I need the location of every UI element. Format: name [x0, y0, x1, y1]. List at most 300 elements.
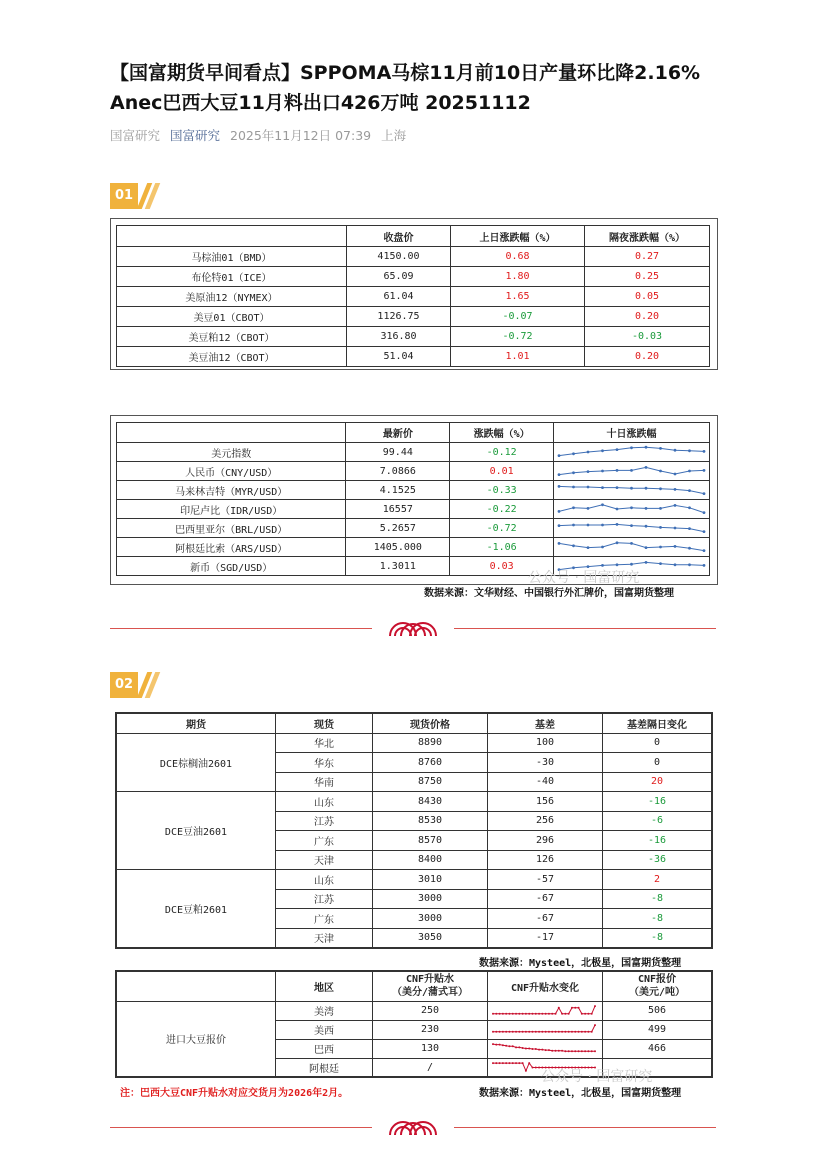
spot-row	[116, 870, 712, 890]
trend-point	[561, 1013, 563, 1015]
trend-point	[572, 452, 575, 455]
futures-row	[117, 307, 710, 327]
article-title	[110, 58, 730, 118]
spot-basis-change: 20	[603, 772, 713, 792]
trend-point	[531, 1066, 533, 1068]
trend-point	[502, 1062, 504, 1064]
fx-header-trend: 十日涨跌幅	[554, 423, 710, 443]
fx-row	[117, 538, 710, 557]
trend-point	[587, 1031, 589, 1033]
trend-point	[568, 1013, 570, 1015]
watermark: 公众号 · 国富研究	[528, 570, 640, 586]
futures-night-change: 0.20	[585, 347, 710, 367]
trend-point	[558, 485, 561, 488]
trend-point	[545, 1049, 547, 1051]
spot-basis-change: -8	[603, 928, 713, 948]
trend-point	[572, 506, 575, 509]
trend-point	[568, 1031, 570, 1033]
trend-point	[558, 542, 561, 545]
trend-point	[574, 1050, 576, 1052]
trend-point	[499, 1031, 501, 1033]
trend-point	[584, 1031, 586, 1033]
spot-basis-change: -16	[603, 831, 713, 851]
spot-price: 8890	[373, 733, 488, 753]
spot-region: 天津	[276, 928, 373, 948]
trend-sparkline	[554, 443, 709, 461]
trend-point	[538, 1049, 540, 1051]
trend-point	[574, 1031, 576, 1033]
trend-point	[688, 470, 691, 473]
trend-point	[495, 1031, 497, 1033]
trend-point	[630, 487, 633, 490]
spot-basis-change: -8	[603, 909, 713, 929]
fx-price: 1405.000	[346, 538, 450, 557]
futures-day-change: -0.07	[451, 307, 585, 327]
futures-table-frame	[110, 218, 718, 370]
meta-datetime: 2025年11月12日 07:39	[230, 128, 372, 143]
spot-header-futures: 期货	[116, 713, 276, 733]
trend-point	[561, 1050, 563, 1052]
trend-point	[584, 1013, 586, 1015]
trend-point	[659, 507, 662, 510]
spot-region: 山东	[276, 792, 373, 812]
trend-point	[528, 1031, 530, 1033]
cnf-source-note: 数据来源：Mysteel，北极星，国富期货整理	[479, 1088, 682, 1099]
fx-name: 新币（SGD/USD）	[117, 557, 346, 576]
cnf-table-header	[116, 971, 712, 1001]
trend-point	[541, 1049, 543, 1051]
trend-point	[688, 563, 691, 566]
trend-point	[645, 507, 648, 510]
futures-day-change: 1.65	[451, 287, 585, 307]
spot-basis: -67	[488, 889, 603, 909]
cloud-ornament-icon	[386, 1111, 440, 1135]
trend-point	[587, 470, 590, 473]
trend-point	[564, 1013, 566, 1015]
trend-point	[564, 1031, 566, 1033]
trend-point	[587, 1050, 589, 1052]
trend-point	[574, 1007, 576, 1009]
trend-point	[531, 1031, 533, 1033]
section-divider-right	[454, 628, 716, 629]
spot-price: 8760	[373, 753, 488, 773]
fx-name: 人民币（CNY/USD）	[117, 462, 346, 481]
futures-row	[117, 347, 710, 367]
trend-point	[601, 449, 604, 452]
fx-name: 美元指数	[117, 443, 346, 462]
trend-point	[518, 1062, 520, 1064]
fx-price: 16557	[346, 500, 450, 519]
trend-point	[616, 448, 619, 451]
trend-point	[548, 1013, 550, 1015]
spot-region: 山东	[276, 870, 373, 890]
spot-basis-change: -6	[603, 811, 713, 831]
spot-basis: -30	[488, 753, 603, 773]
trend-point	[555, 1013, 557, 1015]
fx-change: -0.72	[450, 519, 554, 538]
futures-day-change: 0.68	[451, 247, 585, 267]
spot-header-basis-change: 基差隔日变化	[603, 713, 713, 733]
fx-source-note: 数据来源：文华财经、中国银行外汇牌价，国富期货整理	[424, 588, 674, 599]
spot-region: 华东	[276, 753, 373, 773]
trend-point	[571, 1007, 573, 1009]
trend-point	[551, 1013, 553, 1015]
fx-row	[117, 500, 710, 519]
trend-point	[572, 544, 575, 547]
trend-point	[531, 1013, 533, 1015]
futures-night-change: 0.20	[585, 307, 710, 327]
futures-table-body	[117, 247, 710, 367]
cloud-ornament-icon	[386, 612, 440, 636]
fx-row	[117, 481, 710, 500]
trend-point	[703, 450, 706, 453]
trend-point	[578, 1050, 580, 1052]
trend-point	[492, 1043, 494, 1045]
trend-point	[601, 470, 604, 473]
spot-basis: 256	[488, 811, 603, 831]
trend-point	[525, 1013, 527, 1015]
fx-price: 4.1525	[346, 481, 450, 500]
trend-point	[587, 546, 590, 549]
trend-point	[499, 1044, 501, 1046]
spot-table-body	[116, 733, 712, 948]
fx-price: 5.2657	[346, 519, 450, 538]
trend-point	[591, 1013, 593, 1015]
fx-table-header	[117, 423, 710, 443]
trend-point	[548, 1031, 550, 1033]
trend-point	[541, 1013, 543, 1015]
spot-basis-change: -8	[603, 889, 713, 909]
spot-basis-change: -16	[603, 792, 713, 812]
fx-price: 99.44	[346, 443, 450, 462]
trend-point	[545, 1013, 547, 1015]
trend-line	[493, 1006, 595, 1014]
trend-point	[505, 1062, 507, 1064]
trend-point	[616, 541, 619, 544]
futures-day-change: 1.80	[451, 267, 585, 287]
trend-point	[688, 506, 691, 509]
trend-sparkline	[488, 1002, 600, 1019]
trend-point	[499, 1062, 501, 1064]
spot-price: 8530	[373, 811, 488, 831]
trend-point	[528, 1013, 530, 1015]
cnf-quote: 499	[603, 1020, 713, 1039]
futures-name: 美豆粕12（CBOT）	[117, 327, 347, 347]
spot-basis: -17	[488, 928, 603, 948]
fx-row	[117, 443, 710, 462]
futures-night-change: -0.03	[585, 327, 710, 347]
futures-close: 65.09	[347, 267, 451, 287]
spot-header-price: 现货价格	[373, 713, 488, 733]
spot-basis: -57	[488, 870, 603, 890]
trend-point	[572, 471, 575, 474]
futures-night-change: 0.05	[585, 287, 710, 307]
article-title-line1: 【国富期货早间看点】SPPOMA马棕11月前10日产量环比降2.16%	[110, 62, 701, 84]
trend-point	[512, 1045, 514, 1047]
trend-point	[495, 1013, 497, 1015]
trend-point	[522, 1047, 524, 1049]
trend-point	[581, 1050, 583, 1052]
trend-point	[674, 545, 677, 548]
cnf-trend-cell	[488, 1020, 603, 1039]
trend-point	[630, 542, 633, 545]
futures-row	[117, 247, 710, 267]
fx-row	[117, 462, 710, 481]
fx-name: 阿根廷比索（ARS/USD）	[117, 538, 346, 557]
fx-name: 马来林吉特（MYR/USD）	[117, 481, 346, 500]
spot-price: 8570	[373, 831, 488, 851]
spot-basis-change: 0	[603, 733, 713, 753]
trend-point	[587, 507, 590, 510]
meta-account-link[interactable]: 国富研究	[170, 128, 221, 143]
trend-sparkline	[488, 1040, 600, 1057]
futures-day-change: 1.01	[451, 347, 585, 367]
trend-sparkline	[554, 500, 709, 518]
futures-name: 马棕油01（BMD）	[117, 247, 347, 267]
trend-point	[541, 1031, 543, 1033]
trend-point	[584, 1050, 586, 1052]
trend-point	[659, 526, 662, 529]
cnf-region: 巴西	[276, 1039, 373, 1058]
spot-source-note: 数据来源：Mysteel，北极星，国富期货整理	[479, 958, 682, 969]
trend-point	[512, 1013, 514, 1015]
trend-point	[674, 504, 677, 507]
trend-point	[558, 1007, 560, 1009]
spot-row	[116, 792, 712, 812]
trend-point	[601, 546, 604, 549]
fx-trend-cell	[554, 443, 710, 462]
trend-point	[492, 1062, 494, 1064]
fx-change: -0.12	[450, 443, 554, 462]
cnf-quote: 506	[603, 1001, 713, 1020]
trend-point	[502, 1031, 504, 1033]
trend-point	[512, 1031, 514, 1033]
trend-point	[522, 1031, 524, 1033]
futures-row	[117, 267, 710, 287]
trend-point	[578, 1007, 580, 1009]
trend-point	[525, 1070, 527, 1072]
trend-point	[645, 525, 648, 528]
trend-point	[587, 486, 590, 489]
section-badge-02	[110, 672, 154, 698]
spot-table-header	[116, 713, 712, 733]
trend-point	[587, 524, 590, 527]
fx-header-price: 最新价	[346, 423, 450, 443]
trend-point	[564, 1050, 566, 1052]
section-divider-left	[110, 628, 372, 629]
trend-point	[659, 546, 662, 549]
trend-point	[492, 1031, 494, 1033]
cnf-region: 美西	[276, 1020, 373, 1039]
spot-price: 8400	[373, 850, 488, 870]
article-title-line2: Anec巴西大豆11月料出口426万吨 20251112	[110, 92, 531, 114]
trend-point	[548, 1049, 550, 1051]
trend-point	[659, 447, 662, 450]
fx-change: 0.03	[450, 557, 554, 576]
fx-change: 0.01	[450, 462, 554, 481]
spot-basis-change: 0	[603, 753, 713, 773]
trend-point	[616, 486, 619, 489]
cnf-header-quote: CNF报价 （美元/吨）	[603, 971, 713, 1001]
cnf-header-blank	[116, 971, 276, 1001]
spot-header-basis: 基差	[488, 713, 603, 733]
trend-point	[630, 506, 633, 509]
spot-price: 3000	[373, 909, 488, 929]
cnf-premium: 230	[373, 1020, 488, 1039]
trend-point	[518, 1046, 520, 1048]
fx-price: 7.0866	[346, 462, 450, 481]
trend-point	[587, 451, 590, 454]
spot-basis: 296	[488, 831, 603, 851]
trend-point	[561, 1031, 563, 1033]
cnf-trend-cell	[488, 1039, 603, 1058]
futures-name: 美原油12（NYMEX）	[117, 287, 347, 307]
fx-name: 印尼卢比（IDR/USD）	[117, 500, 346, 519]
trend-point	[551, 1031, 553, 1033]
spot-basis-change: 2	[603, 870, 713, 890]
fx-trend-cell	[554, 519, 710, 538]
trend-point	[594, 1050, 596, 1052]
trend-point	[505, 1013, 507, 1015]
trend-point	[616, 523, 619, 526]
fx-header-change: 涨跌幅（%）	[450, 423, 554, 443]
cnf-region: 美湾	[276, 1001, 373, 1020]
trend-point	[674, 527, 677, 530]
trend-point	[688, 547, 691, 550]
futures-row	[117, 287, 710, 307]
trend-point	[515, 1031, 517, 1033]
fx-trend-cell	[554, 538, 710, 557]
fx-table	[116, 422, 710, 576]
fx-name: 巴西里亚尔（BRL/USD）	[117, 519, 346, 538]
spot-region: 江苏	[276, 889, 373, 909]
section-badge-number: 01	[110, 183, 138, 209]
trend-point	[538, 1031, 540, 1033]
trend-sparkline	[554, 538, 709, 556]
trend-point	[674, 473, 677, 476]
trend-point	[703, 564, 706, 567]
trend-line	[493, 1025, 595, 1032]
spot-region: 天津	[276, 850, 373, 870]
trend-point	[601, 503, 604, 506]
trend-point	[508, 1013, 510, 1015]
trend-point	[535, 1031, 537, 1033]
trend-point	[555, 1031, 557, 1033]
cnf-premium: /	[373, 1058, 488, 1077]
spot-contract: DCE豆油2601	[116, 792, 276, 870]
trend-point	[703, 530, 706, 533]
futures-name: 布伦特01（ICE）	[117, 267, 347, 287]
trend-point	[594, 1024, 596, 1026]
spot-region: 华南	[276, 772, 373, 792]
trend-point	[630, 446, 633, 449]
futures-table-header	[117, 226, 710, 247]
fx-change: -0.22	[450, 500, 554, 519]
trend-point	[645, 446, 648, 449]
trend-point	[558, 454, 561, 457]
spot-header-region: 现货	[276, 713, 373, 733]
trend-point	[495, 1044, 497, 1046]
trend-point	[688, 449, 691, 452]
futures-table	[116, 225, 710, 367]
trend-point	[525, 1031, 527, 1033]
trend-point	[578, 1031, 580, 1033]
fx-trend-cell	[554, 481, 710, 500]
trend-sparkline	[554, 519, 709, 537]
watermark: 公众号 · 国富研究	[541, 1069, 653, 1085]
trend-point	[558, 473, 561, 476]
cnf-premium: 250	[373, 1001, 488, 1020]
trend-point	[551, 1050, 553, 1052]
trend-point	[518, 1013, 520, 1015]
meta-location: 上海	[381, 128, 407, 143]
trend-point	[581, 1031, 583, 1033]
spot-price: 3050	[373, 928, 488, 948]
spot-basis: 100	[488, 733, 603, 753]
trend-point	[538, 1066, 540, 1068]
trend-point	[508, 1031, 510, 1033]
trend-point	[535, 1066, 537, 1068]
futures-header-close: 收盘价	[347, 226, 451, 247]
trend-point	[492, 1013, 494, 1015]
trend-point	[555, 1050, 557, 1052]
cnf-region: 阿根廷	[276, 1058, 373, 1077]
spot-basis: -40	[488, 772, 603, 792]
trend-point	[535, 1013, 537, 1015]
trend-point	[630, 563, 633, 566]
trend-point	[616, 469, 619, 472]
trend-point	[515, 1013, 517, 1015]
section-divider-left	[110, 1127, 372, 1128]
trend-point	[508, 1062, 510, 1064]
trend-point	[645, 466, 648, 469]
futures-close: 4150.00	[347, 247, 451, 267]
trend-point	[659, 470, 662, 473]
fx-row	[117, 519, 710, 538]
futures-close: 51.04	[347, 347, 451, 367]
fx-trend-cell	[554, 500, 710, 519]
trend-point	[601, 524, 604, 527]
trend-point	[703, 469, 706, 472]
trend-point	[522, 1013, 524, 1015]
spot-basis: 126	[488, 850, 603, 870]
trend-point	[645, 487, 648, 490]
trend-point	[558, 1050, 560, 1052]
spot-price: 3000	[373, 889, 488, 909]
trend-point	[512, 1062, 514, 1064]
trend-point	[591, 1031, 593, 1033]
spot-price: 3010	[373, 870, 488, 890]
trend-point	[518, 1031, 520, 1033]
trend-point	[571, 1031, 573, 1033]
trend-point	[568, 1050, 570, 1052]
fx-trend-cell	[554, 462, 710, 481]
trend-point	[572, 486, 575, 489]
trend-point	[515, 1062, 517, 1064]
trend-point	[572, 524, 575, 527]
trend-point	[525, 1048, 527, 1050]
cnf-header-region: 地区	[276, 971, 373, 1001]
trend-point	[528, 1048, 530, 1050]
cnf-header-premium: CNF升贴水 （美分/蒲式耳）	[373, 971, 488, 1001]
section-badge-number: 02	[110, 672, 138, 698]
trend-point	[616, 563, 619, 566]
futures-name: 美豆01（CBOT）	[117, 307, 347, 327]
trend-point	[591, 1050, 593, 1052]
futures-close: 1126.75	[347, 307, 451, 327]
trend-point	[674, 449, 677, 452]
trend-point	[594, 1005, 596, 1007]
